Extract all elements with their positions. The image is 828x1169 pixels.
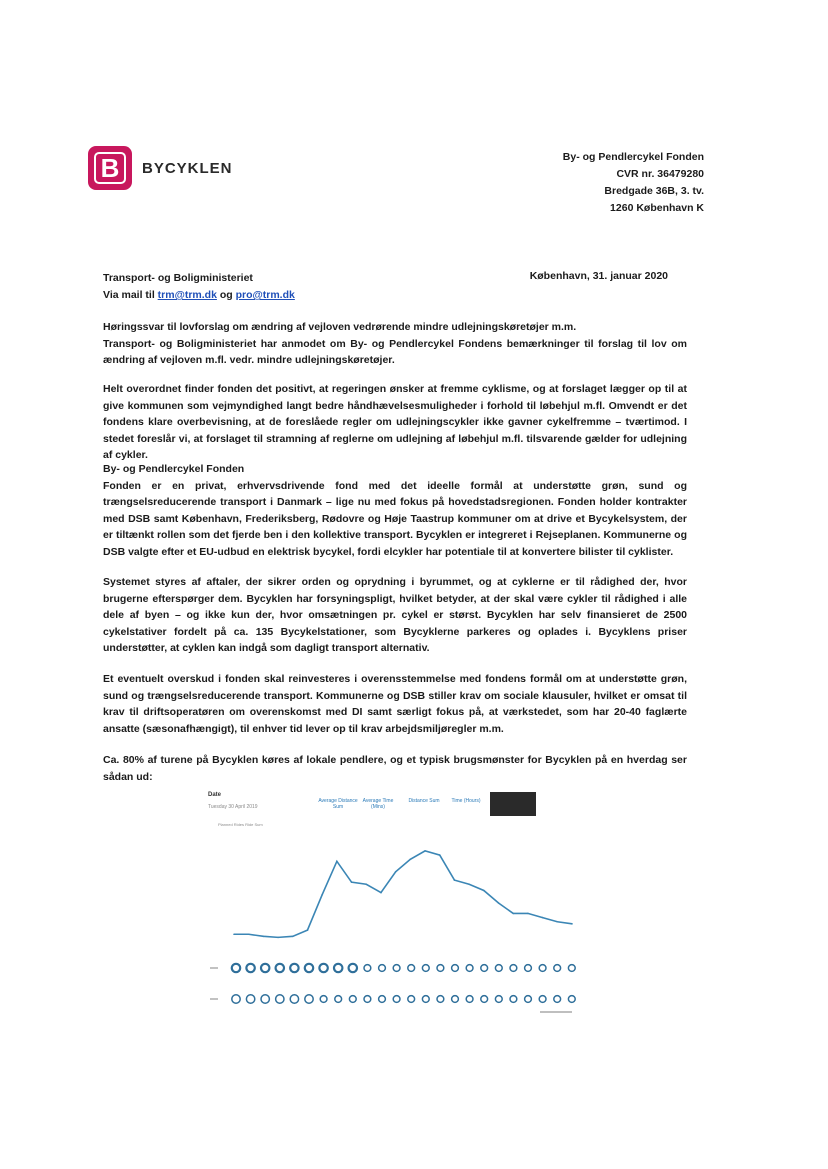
via-prefix: Via mail til [103, 289, 155, 301]
hour-glyph [393, 965, 400, 972]
recipient-block [103, 270, 295, 304]
hour-glyph [232, 995, 240, 1003]
sender-city: 1260 København K [610, 202, 704, 214]
data-point [277, 937, 279, 939]
hour-glyph [525, 996, 532, 1003]
sender-cvr: CVR nr. 36479280 [616, 168, 704, 180]
email-link-pro[interactable]: pro@trm.dk [235, 289, 295, 301]
data-point [454, 879, 456, 881]
logo-letter: B [94, 152, 126, 184]
hour-glyph [232, 964, 240, 972]
data-point [571, 923, 573, 925]
recipient-name: Transport- og Boligministeriet [103, 272, 253, 284]
hour-glyph [349, 964, 357, 972]
hour-glyph [334, 964, 342, 972]
hour-glyph [290, 964, 298, 972]
letter-date: København, 31. januar 2020 [529, 270, 668, 282]
data-point [498, 902, 500, 904]
data-point [307, 929, 309, 931]
chart-legend: Planned Rides Ride Sum [218, 822, 263, 827]
intro-paragraph: Transport- og Boligministeriet har anmodet om By- og Pendlercykel Fondens bemærkninger til forslag til lov om ændring af vejloven m.fl. vedr. mindre udlejningskøretøjer. [103, 337, 687, 366]
data-point [527, 913, 529, 915]
chart-header-time-hours: Time (Hours) [451, 798, 481, 804]
data-point [380, 892, 382, 894]
hour-glyph [466, 965, 473, 972]
logo-mark [88, 146, 132, 190]
hour-glyph [539, 965, 546, 972]
hour-glyph [319, 964, 327, 972]
hour-glyph [539, 996, 546, 1003]
hour-glyph [379, 996, 386, 1003]
data-point [439, 854, 441, 856]
hour-glyph [335, 996, 342, 1003]
data-point [351, 881, 353, 883]
hour-glyph [510, 965, 517, 972]
hour-glyph [466, 996, 473, 1003]
hour-glyph [246, 995, 254, 1003]
data-point [410, 858, 412, 860]
bycyklen-logo [88, 146, 248, 192]
hour-glyph [554, 996, 561, 1003]
data-point [424, 850, 426, 852]
paragraph-surplus: Et eventuelt overskud i fonden skal reinvesteres i overensstemmelse med fondens formål om at understøtte grøn, sund og trængselsreducerende transport. Kommunerne og DSB stiller krav om sociale klausuler, hvilket er omsat til krav til driftsoperatøren om overenskomst med DI samt særligt fokus på, at værkstedet, som har 20-40 faglærte ansatte (sæsonafhængigt), til enhver tid lever op til krav arbejdsmiljøregler m.m. [103, 673, 687, 735]
data-point [292, 936, 294, 938]
subject-heading: Høringssvar til lovforslag om ændring af vejloven vedrørende mindre udlejningskøretøjer m.m. [103, 321, 577, 333]
sender-street: Bredgade 36B, 3. tv. [604, 185, 704, 197]
sender-name: By- og Pendlercykel Fonden [562, 151, 704, 163]
hour-glyph [481, 965, 488, 972]
hour-glyph [495, 965, 502, 972]
data-point [263, 936, 265, 938]
hour-glyph [525, 965, 532, 972]
logo-wordmark: BYCYKLEN [142, 160, 233, 177]
hour-glyph [437, 996, 444, 1003]
data-point [468, 883, 470, 885]
data-point [395, 871, 397, 873]
hour-glyph [276, 964, 284, 972]
chart-header-distance-sum: Distance Sum [408, 798, 440, 804]
chart-title: Date [208, 792, 222, 798]
hour-glyph [510, 996, 517, 1003]
paragraph-overview: Helt overordnet finder fonden det positivt, at regeringen ønsker at fremme cyklisme, og at forslaget lægger op til at give kommunen som vejmyndighed langt bedre håndhævelsesmuligheder i forhold til løbehjul m.fl. Omvendt er det fondens klare overbevisning, at de foreslåede regler om udlejningscykler ikke gavner cykelfremme – tværtimod. I stedet foreslår vi, at forslaget til stramning af reglerne om udlejning af løbehjul m.fl. tilsvarende gælder for udlejning af cykler. [103, 383, 687, 461]
hour-glyph [364, 965, 371, 972]
hour-glyph [568, 996, 575, 1003]
data-point [512, 913, 514, 915]
data-point [483, 890, 485, 892]
data-point [365, 883, 367, 885]
hour-glyph [261, 964, 269, 972]
hour-glyph [290, 995, 298, 1003]
section-heading: By- og Pendlercykel Fonden [103, 463, 245, 475]
chart-plot [200, 788, 592, 1028]
hour-glyph [408, 996, 415, 1003]
data-point [233, 933, 235, 935]
hour-glyph [364, 996, 371, 1003]
data-point [248, 933, 250, 935]
hour-glyph [320, 996, 327, 1003]
chart-header-avg-time: Average Time (Mins) [362, 798, 394, 810]
hour-glyph [393, 996, 400, 1003]
hour-glyph [554, 965, 561, 972]
chart-header-avg-distance: Average Distance Sum [318, 798, 358, 810]
hour-glyph [246, 964, 254, 972]
hour-glyph [452, 996, 459, 1003]
paragraph-system: Systemet styres af aftaler, der sikrer orden og oprydning i byrummet, og at cyklerne er til rådighed der, hvor brugerne efterspørger dem. Bycyklen har forsyningspligt, hvilket betyder, at der skal være cykler til rådighed i alle dele af byen – og ikke kun der, hvor omsætningen pr. cykel er størst. Bycyklen har selv finansieret de 2500 cykelstativer fordelt på ca. 135 Bycykelstationer, som Bycyklerne parkeres og oplades i. Bycyklens priser understøtter, at cyklen kan indgå som dagligt transport alternativ. [103, 576, 687, 654]
hour-glyph [349, 996, 356, 1003]
hour-glyph [568, 965, 575, 972]
hour-glyph [481, 996, 488, 1003]
email-link-trm[interactable]: trm@trm.dk [157, 289, 217, 301]
series-line [234, 851, 572, 937]
chart-subtitle: Tuesday 30 April 2019 [208, 804, 258, 810]
data-point [321, 894, 323, 896]
hour-glyph [495, 996, 502, 1003]
hour-glyph [276, 995, 284, 1003]
sender-address [563, 149, 704, 217]
hour-glyph [305, 964, 313, 972]
hour-glyph [452, 965, 459, 972]
hour-glyph [408, 965, 415, 972]
paragraph-usage: Ca. 80% af turene på Bycyklen køres af lokale pendlere, og et typisk brugsmønster for Bycyklen på en hverdag ser sådan ud: [103, 754, 687, 783]
foundation-section [103, 461, 687, 560]
subject-block [103, 319, 687, 369]
hour-glyph [422, 996, 429, 1003]
data-point [336, 861, 338, 863]
hour-glyph [261, 995, 269, 1003]
hour-glyph [379, 965, 386, 972]
hour-glyph [422, 965, 429, 972]
usage-chart [200, 788, 592, 1028]
email-conjunction: og [219, 289, 233, 301]
paragraph-foundation: Fonden er en privat, erhvervsdrivende fond med det ideelle formål at understøtte grøn, sund og trængselsreducerende transport i Danmark – lige nu med fokus på hovedstadsregionen. Fonden holder kontrakter med DSB samt København, Frederiksberg, Rødovre og Høje Taastrup kommuner om at drive et Bycykelsystem, der er tiltænkt rollen som det fjerde ben i den kollektive transport. Bycyklen er integreret i Rejseplanen. Kommunerne og DSB valgte efter et EU-udbud en elektrisk bycykel, fordi elcykler har potentiale til at konvertere bilister til cyklister. [103, 479, 687, 558]
data-point [557, 921, 559, 923]
hour-glyph [437, 965, 444, 972]
hour-glyph [305, 995, 313, 1003]
recipient-via-line [103, 287, 295, 304]
data-point [542, 917, 544, 919]
